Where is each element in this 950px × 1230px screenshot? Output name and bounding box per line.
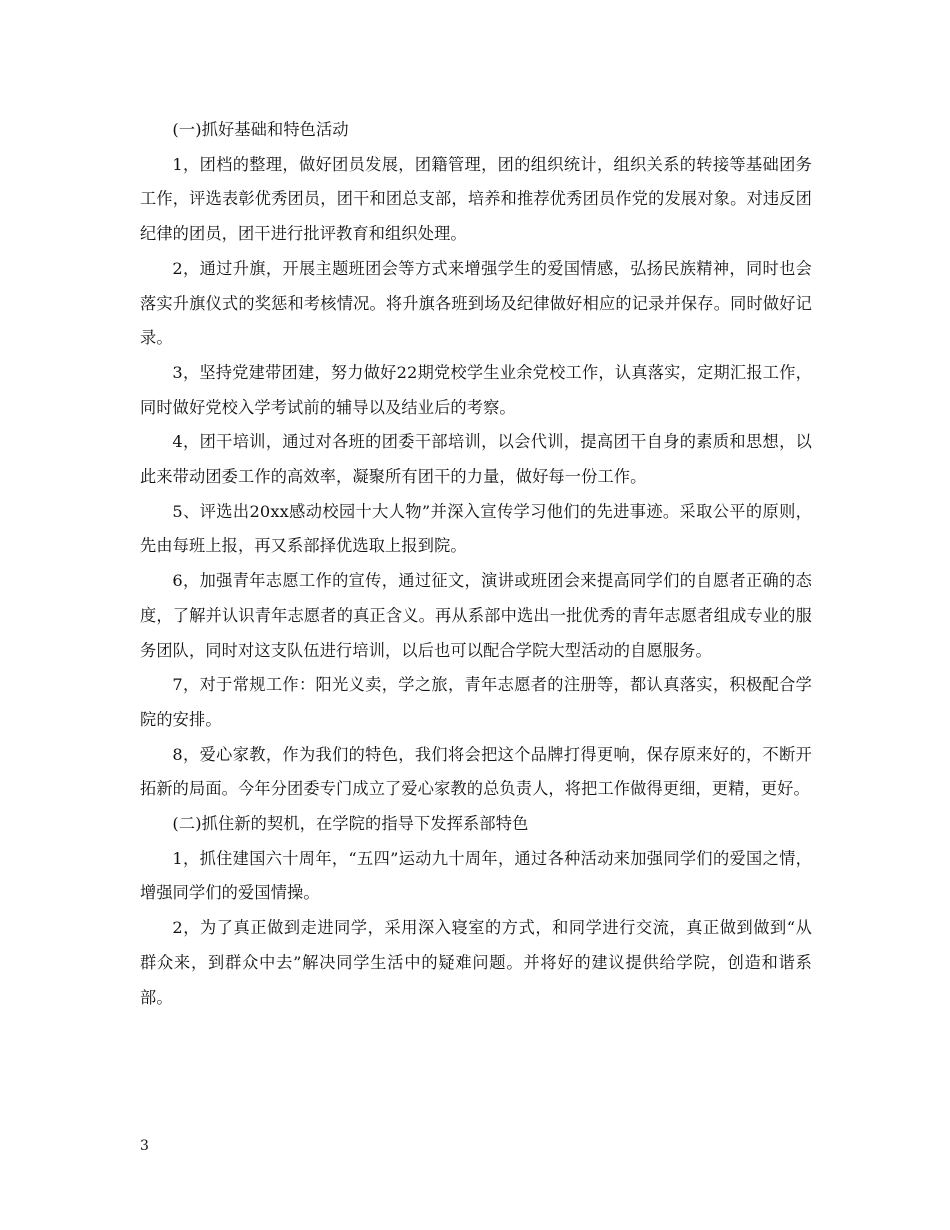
document-body <box>140 113 812 1015</box>
paragraph: 2，通过升旗，开展主题班团会等方式来增强学生的爱国情感，弘扬民族精神，同时也会落实升旗仪式的奖惩和考核情况。将升旗各班到场及纪律做好相应的记录并保存。同时做好记录。 <box>140 258 812 348</box>
paragraph: 4，团干培训，通过对各班的团委干部培训，以会代训，提高团干自身的素质和思想，以此来带动团委工作的高效率，凝聚所有团干的力量，做好每一份工作。 <box>140 432 812 487</box>
paragraph: 2，为了真正做到走进同学，采用深入寝室的方式，和同学进行交流，真正做到做到“从群众来，到群众中去”解决同学生活中的疑难问题。并将好的建议提供给学院，创造和谐系部。 <box>140 918 812 1007</box>
paragraph: 7，对于常规工作：阳光义卖，学之旅，青年志愿者的注册等，都认真落实，积极配合学院的安排。 <box>140 675 812 729</box>
paragraph: 3，坚持党建带团建，努力做好22期党校学生业余党校工作，认真落实，定期汇报工作，同时做好党校入学考试前的辅导以及结业后的考察。 <box>140 362 812 417</box>
section-heading: (一)抓好基础和特色活动 <box>172 120 349 139</box>
paragraph: 8，爱心家教，作为我们的特色，我们将会把这个品牌打得更响，保存原来好的，不断开拓新的局面。今年分团委专门成立了爱心家教的总负责人，将把工作做得更细，更精，更好。 <box>140 744 812 799</box>
page-number: 3 <box>140 1138 149 1154</box>
paragraph: 5、评选出20xx感动校园十大人物”并深入宣传学习他们的先进事迹。采取公平的原则，先由每班上报，再又系部择优选取上报到院。 <box>140 501 812 556</box>
paragraph: 1，抓住建国六十周年，“五四”运动九十周年，通过各种活动来加强同学们的爱国之情，增强同学们的爱国情操。 <box>140 848 812 903</box>
paragraph: 1，团档的整理，做好团员发展，团籍管理，团的组织统计，组织关系的转接等基础团务工作，评选表彰优秀团员，团干和团总支部，培养和推荐优秀团员作党的发展对象。对违反团纪律的团员，团干进行批评教育和组织处理。 <box>140 154 812 244</box>
section-heading: (二)抓住新的契机，在学院的指导下发挥系部特色 <box>172 814 529 834</box>
paragraph: 6，加强青年志愿工作的宣传，通过征文，演讲或班团会来提高同学们的自愿者正确的态度，了解并认识青年志愿者的真正含义。再从系部中选出一批优秀的青年志愿者组成专业的服务团队，同时对这支队伍进行培训，以后也可以配合学院大型活动的自愿服务。 <box>140 571 812 660</box>
